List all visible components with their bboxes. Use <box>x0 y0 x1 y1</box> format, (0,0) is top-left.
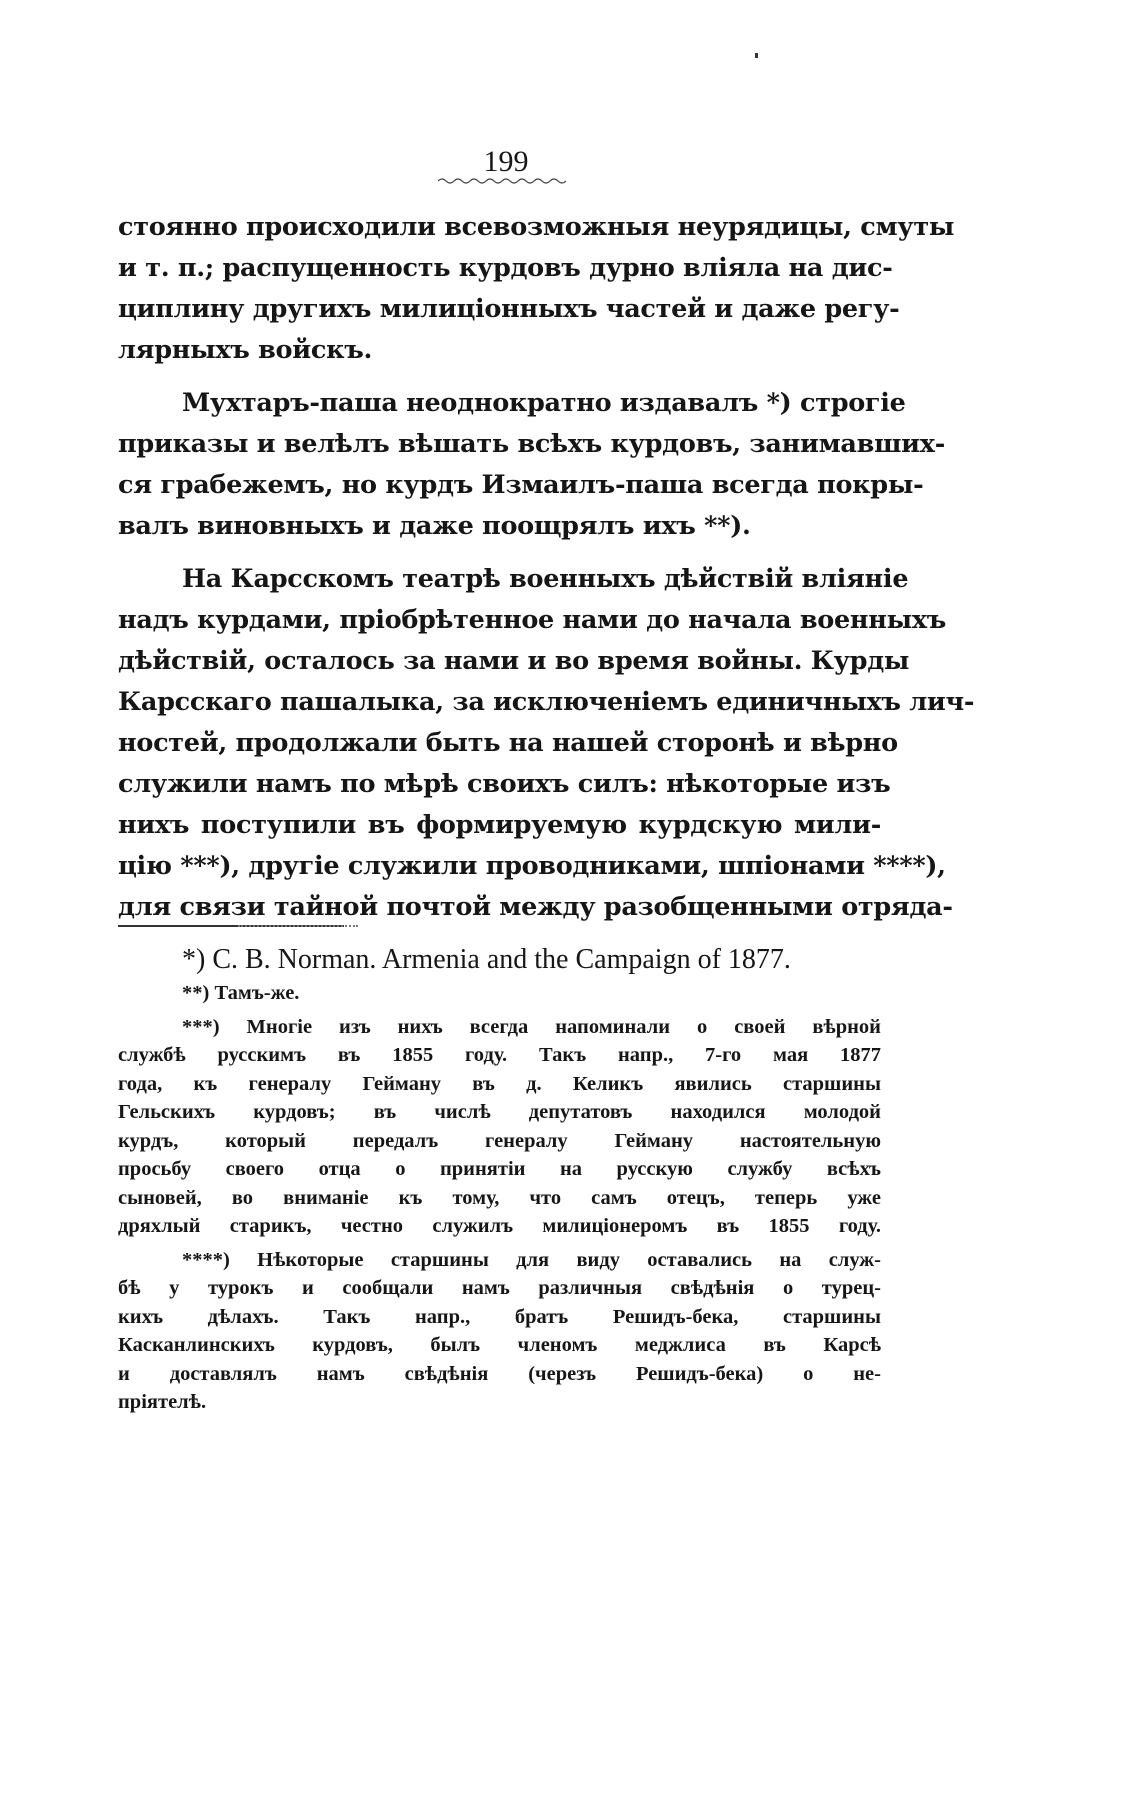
footnotes <box>118 941 881 1417</box>
footnote-2: **) Тамъ-же. <box>182 982 300 1004</box>
ornament-rule <box>438 176 566 186</box>
footnote-3-line: курдъ, который передалъ генералу Гейману настоятельную <box>118 1129 881 1152</box>
footnote-1: *) C. B. Norman. Armenia and the Campaign of 1877. <box>182 944 791 975</box>
body-line: На Карсскомъ театрѣ военныхъ дѣйствій вліяніе <box>182 564 909 594</box>
body-line: ностей, продолжали быть на нашей сторонѣ и вѣрно <box>118 728 898 758</box>
footnote-4-line: Касканлинскихъ курдовъ, былъ членомъ меджлиса въ Карсѣ <box>118 1334 881 1356</box>
body-line: служили намъ по мѣрѣ своихъ силъ: нѣкоторые изъ <box>118 769 891 799</box>
body-line: дѣйствій, осталось за нами и во время войны. Курды <box>118 646 910 676</box>
footnote-3-line: просьбу своего отца о принятіи на русскую службу всѣхъ <box>118 1158 881 1180</box>
footnote-4-line: ****) Нѣкоторые старшины для виду оставались на служ- <box>182 1248 881 1271</box>
body-line: цію ***), другіе служили проводниками, шпіонами ****), <box>118 851 946 881</box>
body-line: лярныхъ войскъ. <box>118 335 373 365</box>
body-line: стоянно происходили всевозможныя неурядицы, смуты <box>118 212 955 242</box>
body-line: для связи тайной почтой между разобщенными отряда- <box>118 892 953 922</box>
footnote-separator-dots <box>238 925 358 927</box>
footnote-3-line: года, къ генералу Гейману въ д. Келикъ явились старшины <box>118 1072 881 1095</box>
body-line: ся грабежемъ, но курдъ Измаилъ-паша всегда покры- <box>118 470 924 500</box>
body-line: приказы и велѣлъ вѣшать всѣхъ курдовъ, занимавших- <box>118 429 945 459</box>
body-line: циплину другихъ милиціонныхъ частей и даже регу- <box>118 294 900 324</box>
body-line: нихъ поступили въ формируемую курдскую мили- <box>118 810 881 840</box>
footnote-4-line: бѣ у турокъ и сообщали намъ различныя свѣдѣнія о турец- <box>118 1277 881 1299</box>
footnote-3-line: дряхлый старикъ, честно служилъ милиціонеромъ въ 1855 году. <box>118 1215 881 1237</box>
footnote-4-line: кихъ дѣлахъ. Такъ напр., братъ Решидъ-бека, старшины <box>118 1305 881 1328</box>
footnote-3-line: ***) Многіе изъ нихъ всегда напоминали о своей вѣрной <box>182 1015 881 1038</box>
body-line: Мухтаръ-паша неоднократно издавалъ *) строгіе <box>182 388 906 418</box>
page-number: 199 <box>483 145 529 178</box>
footnote-4-line: и доставлялъ намъ свѣдѣнія (черезъ Решидъ-бека) о не- <box>118 1362 881 1385</box>
footnote-3-line: службѣ русскимъ въ 1855 году. Такъ напр., 7-го мая 1877 <box>118 1044 881 1066</box>
footnote-3-line: сыновей, во вниманіе къ тому, что самъ отецъ, теперь уже <box>118 1186 881 1209</box>
body-text <box>118 207 975 928</box>
footnote-3-line: Гельскихъ курдовъ; въ числѣ депутатовъ находился молодой <box>118 1101 881 1123</box>
body-line: и т. п.; распущенность курдовъ дурно вліяла на дис- <box>118 253 893 283</box>
body-line: валъ виновныхъ и даже поощрялъ ихъ **). <box>118 511 751 541</box>
body-line: надъ курдами, пріобрѣтенное нами до начала военныхъ <box>118 605 947 635</box>
footnote-4-line: пріятелѣ. <box>118 1391 207 1413</box>
scan-speck <box>755 53 758 58</box>
body-line: Карсскаго пашалыка, за исключеніемъ единичныхъ лич- <box>118 687 975 717</box>
